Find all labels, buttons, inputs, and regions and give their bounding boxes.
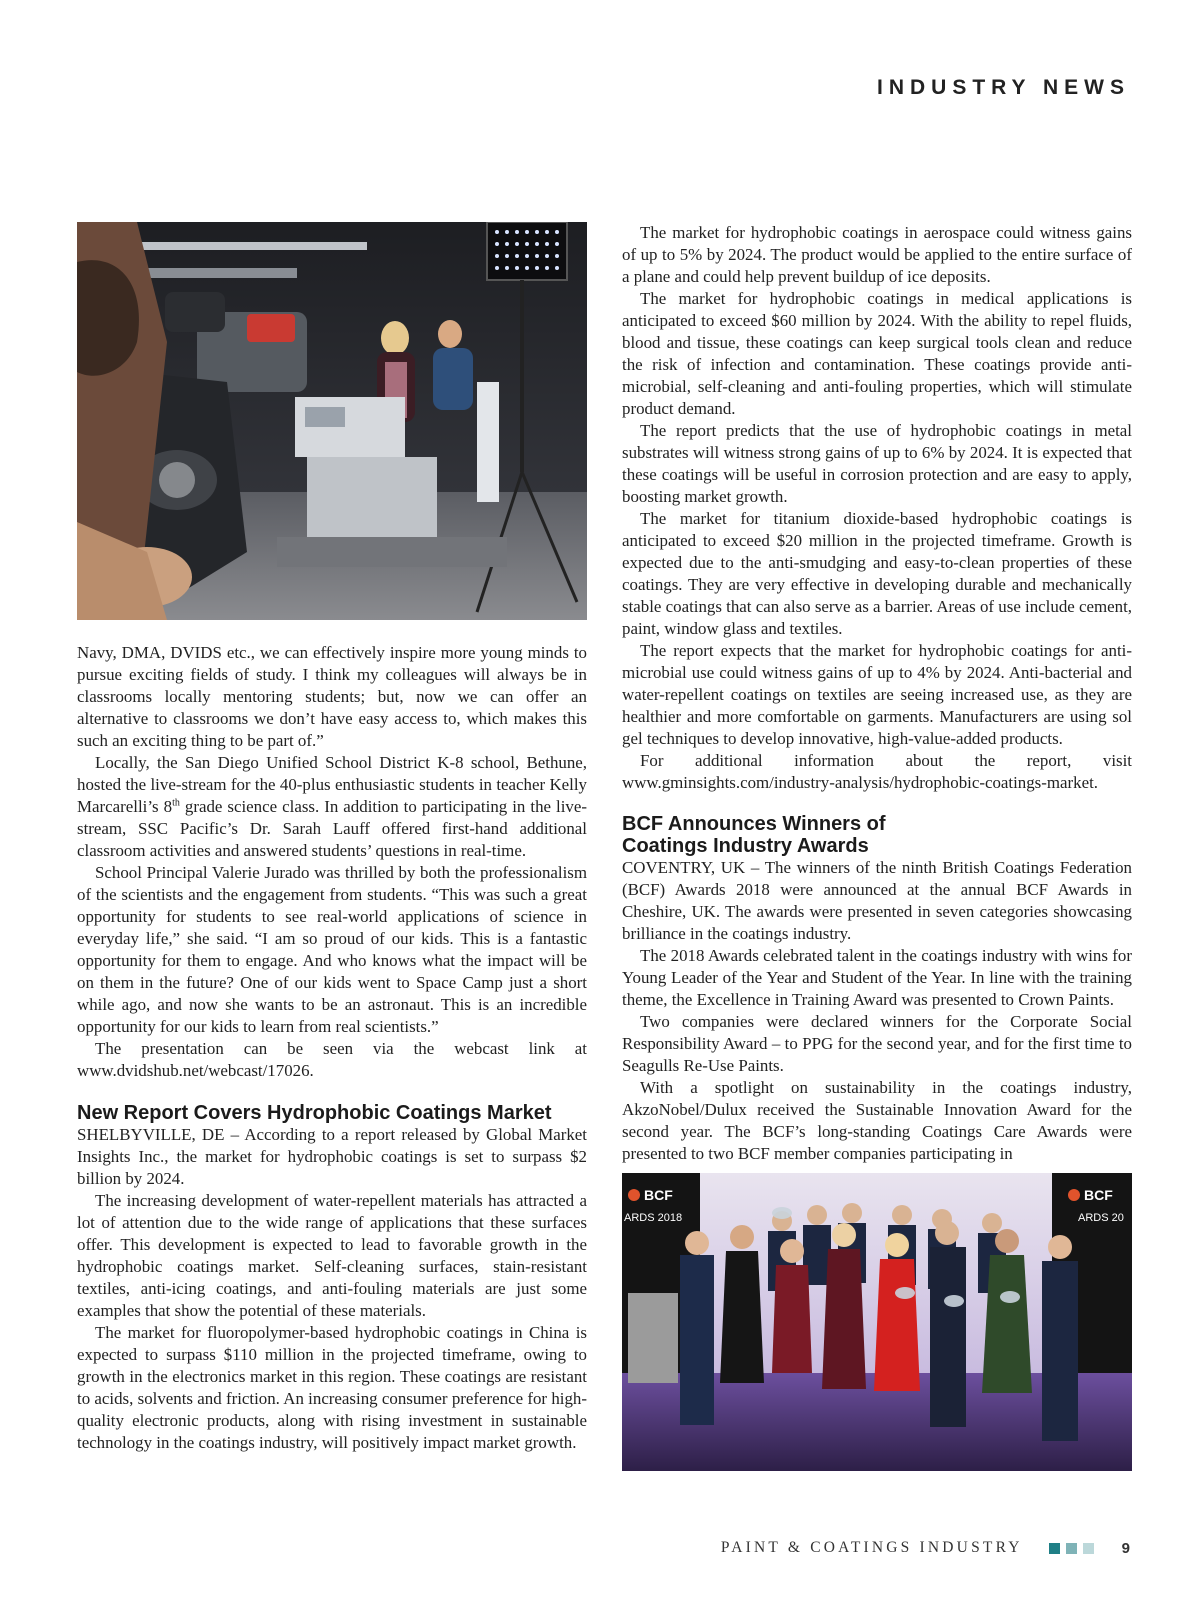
- left-paragraph: The presentation can be seen via the webcast link at www.dvidshub.net/webcast/17026.: [77, 1039, 587, 1080]
- article-paragraph: For additional information about the report, visit www.gminsights.com/industry-analysis/hydrophobic-coatings-market.: [622, 751, 1132, 792]
- camera-crew-photo-icon: [77, 222, 587, 620]
- locally-paragraph: [77, 752, 587, 862]
- right-column: [622, 222, 1132, 1471]
- article-paragraph: The market for fluoropolymer-based hydrophobic coatings in China is expected to surpass $110 million in the projected timeframe, owing to growth in the electronics market in this region. These coatings are resistant to acids, solvents and friction. An increasing consumer preference for high-quality electronic products, along with rising investment in sustainable technology in the coatings industry, will positively impact market growth.: [77, 1323, 587, 1452]
- square-1: [1049, 1543, 1060, 1554]
- section-header: INDUSTRY NEWS: [876, 76, 1130, 99]
- hydrophobic-headline: New Report Covers Hydrophobic Coatings Market: [77, 1102, 552, 1124]
- article-paragraph: COVENTRY, UK – The winners of the ninth British Coatings Federation (BCF) Awards 2018 were announced at the annual BCF Awards in Cheshire, UK. The awards were presented in seven categories showcasing brilliance in the coatings industry.: [622, 858, 1132, 943]
- banner-right-text: ARDS 20: [1078, 1212, 1124, 1224]
- bcf-headline-line2: Coatings Industry Awards: [622, 835, 869, 857]
- publication-name: PAINT & COATINGS INDUSTRY: [720, 1539, 1023, 1556]
- article-paragraph: The market for titanium dioxide-based hydrophobic coatings is anticipated to exceed $20 million in the projected timeframe. Growth is expected due to the anti-smudging and easy-to-clean properties of these coatings. They are very effective in developing durable and mechanically stable coatings that can also serve as a barrier. Areas of use include cement, paint, window glass and textiles.: [622, 509, 1132, 638]
- article-paragraph: The market for hydrophobic coatings in aerospace could witness gains of up to 5% by 2024. The product would be applied to the entire surface of a plane and could help prevent buildup of ice deposits.: [622, 223, 1132, 286]
- camera-crew-photo: [77, 222, 587, 620]
- article-paragraph: The increasing development of water-repellent materials has attracted a lot of attention due to the wide range of applications that these surfaces offer. This development is expected to lead to favorable growth in the hydrophobic coatings market. Self-cleaning surfaces, stain-resistant textiles, anti-icing coatings, and anti-fouling materials are just some examples that show the potential of these materials.: [77, 1191, 587, 1320]
- article-paragraph: The report predicts that the use of hydrophobic coatings in metal substrates will witness strong gains of up to 6% by 2024. It is expected that these coatings will be useful in corrosion protection and are easy to apply, boosting market growth.: [622, 421, 1132, 506]
- article-paragraph: The report expects that the market for hydrophobic coatings for anti-microbial use could witness gains of up to 4% by 2024. Anti-bacterial and water-repellent coatings on textiles are seeing increased use, as they are healthier and more comfortable on garments. Manufacturers are using sol gel techniques to develop innovative, high-value-added products.: [622, 641, 1132, 748]
- page-number: 9: [1121, 1539, 1130, 1557]
- banner-left-logo: BCF: [644, 1187, 673, 1203]
- square-2: [1066, 1543, 1077, 1554]
- award-winners-photo: [622, 1173, 1132, 1471]
- banner-right-logo: BCF: [1084, 1187, 1113, 1203]
- ordinal-suffix: th: [172, 797, 180, 809]
- article-paragraph: Two companies were declared winners for the Corporate Social Responsibility Award – to PPG for the second year, and for the first time to Seagulls Re-Use Paints.: [622, 1012, 1132, 1075]
- article-paragraph: The market for hydrophobic coatings in medical applications is anticipated to exceed $60 million by 2024. With the ability to repel fluids, blood and tissue, these coatings can keep surgical tools clean and reduce the risk of infection and contamination. These coatings provide anti-microbial, self-cleaning and anti-fouling properties, which will stimulate product demand.: [622, 289, 1132, 418]
- locally-text-end: grade science class. In addition to participating in the live-stream, SSC Pacific’s Dr. Sarah Lauff offered first-hand additional classroom activities and answered students’ questions in real-time.: [77, 797, 587, 860]
- bcf-headline: [622, 813, 1132, 857]
- article-paragraph: SHELBYVILLE, DE – According to a report released by Global Market Insights Inc., the market for hydrophobic coatings is set to surpass $2 billion by 2024.: [77, 1125, 587, 1188]
- locally-text-start: Locally, the San Diego Unified School District K-8 school, Bethune, hosted the live-stream for the 40-plus enthusiastic students in teacher Kelly Marcarelli’s 8: [77, 753, 587, 816]
- page-footer: [721, 1539, 1130, 1557]
- award-winners-group-photo-icon: [622, 1173, 1132, 1471]
- square-3: [1083, 1543, 1094, 1554]
- bcf-headline-line1: BCF Announces Winners of: [622, 813, 886, 835]
- banner-left-text: ARDS 2018: [624, 1212, 683, 1224]
- left-paragraph: School Principal Valerie Jurado was thrilled by both the professionalism of the scientists and the engagement from students. “This was such a great opportunity for students to see real-world applications of science in everyday life,” she said. “I am so proud of our kids. This is a fantastic opportunity for them to engage. And who knows what the impact will be on them in the future? One of our kids went to Space Camp just a short while ago, and now she wants to be an astronaut. This is an incredible opportunity for our kids to learn from real scientists.”: [77, 863, 587, 1036]
- decorative-squares: [1049, 1543, 1094, 1554]
- left-column: [77, 222, 587, 1454]
- article-paragraph: The 2018 Awards celebrated talent in the coatings industry with wins for Young Leader of the Year and Student of the Year. In line with the training theme, the Excellence in Training Award was presented to Crown Paints.: [622, 946, 1132, 1009]
- article-paragraph: With a spotlight on sustainability in the coatings industry, AkzoNobel/Dulux received the Sustainable Innovation Award for the second year. The BCF’s long-standing Coatings Care Awards were presented to two BCF member companies participating in: [622, 1078, 1132, 1163]
- left-paragraph: Navy, DMA, DVIDS etc., we can effectively inspire more young minds to pursue exciting fields of study. I think my colleagues will always be in classrooms locally mentoring students; but, now we can offer an alternative to classrooms we don’t have easy access to, which makes this such an exciting thing to be part of.”: [77, 643, 587, 750]
